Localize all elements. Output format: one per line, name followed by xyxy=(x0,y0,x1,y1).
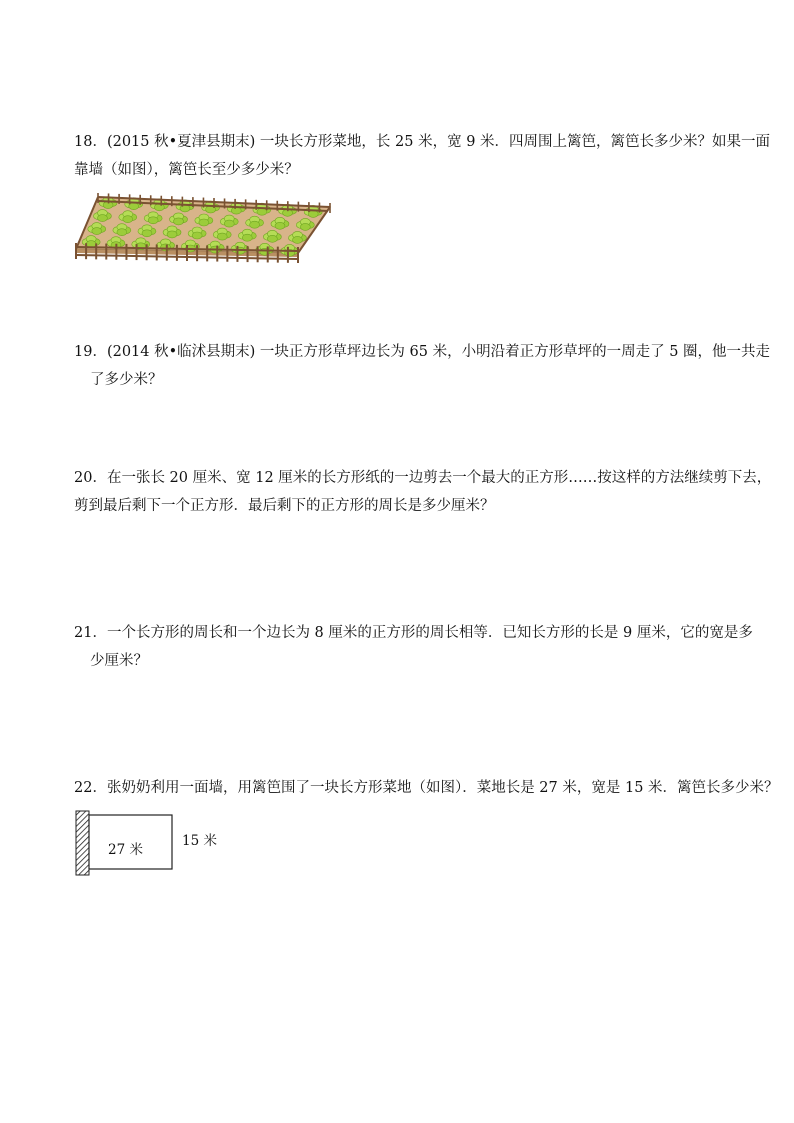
question-22-line-1: 22．张奶奶利用一面墙，用篱笆围了一块长方形菜地（如图）．菜地长是 27 米，宽是 15 米．篱笆长多少米？ xyxy=(74,780,779,796)
vegetable-field-illustration xyxy=(72,193,334,267)
question-21-line-2: 少厘米？ xyxy=(90,653,148,669)
question-22 xyxy=(74,774,779,802)
question-19 xyxy=(74,338,771,394)
question-20-line-1: 20．在一张长 20 厘米、宽 12 厘米的长方形纸的一边剪去一个最大的正方形……按这样的方法继续剪下去， xyxy=(74,470,772,486)
question-18-line-1: 18．(2015 秋•夏津县期末) 一块长方形菜地，长 25 米，宽 9 米．四周围上篱笆，篱笆长多少米？如果一面 xyxy=(74,134,771,150)
length-label: 27 米 xyxy=(108,842,143,858)
question-21 xyxy=(74,619,753,675)
width-label: 15 米 xyxy=(182,833,217,849)
question-18-line-2: 靠墙（如图），篱笆长至少多少米？ xyxy=(74,162,299,178)
question-21-line-1: 21．一个长方形的周长和一个边长为 8 厘米的正方形的周长相等．已知长方形的长是 9 厘米，它的宽是多 xyxy=(74,625,753,641)
wall-hatch xyxy=(76,811,89,875)
question-20 xyxy=(74,464,772,520)
question-19-line-2: 了多少米？ xyxy=(90,372,163,388)
question-20-line-2: 剪到最后剩下一个正方形．最后剩下的正方形的周长是多少厘米？ xyxy=(74,498,495,514)
question-18 xyxy=(74,128,771,184)
question-19-line-1: 19．(2014 秋•临沭县期末) 一块正方形草坪边长为 65 米，小明沿着正方形草坪的一周走了 5 圈，他一共走 xyxy=(74,344,771,360)
